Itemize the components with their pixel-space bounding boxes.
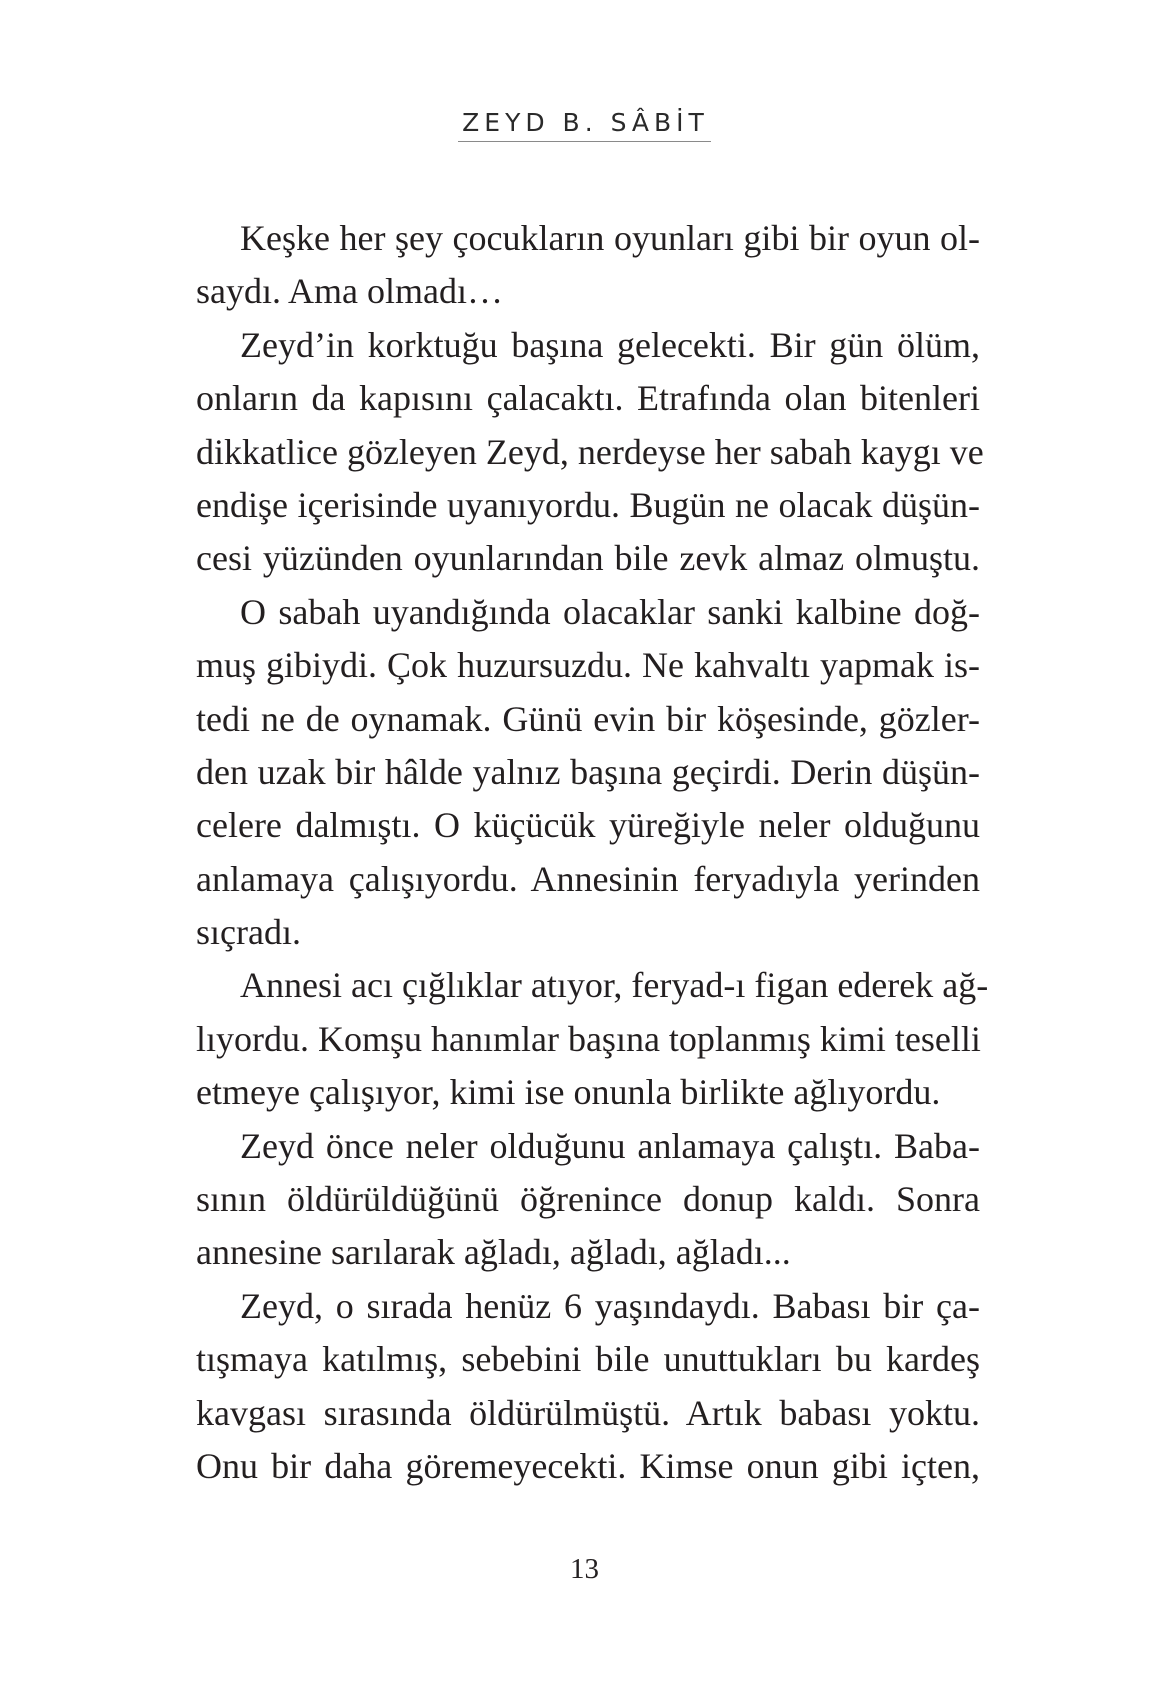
text-line: anlamaya çalışıyordu. Annesinin feryadıyla yerinden — [196, 858, 980, 899]
text-line: Zeyd, o sırada henüz 6 yaşındaydı. Babası bir ça- — [240, 1285, 980, 1326]
paragraph — [196, 959, 989, 1119]
text-line: dikkatlice gözleyen Zeyd, nerdeyse her sabah kaygı ve — [196, 431, 984, 472]
text-line: lıyordu. Komşu hanımlar başına toplanmış kimi teselli — [196, 1018, 981, 1059]
paragraph — [196, 212, 980, 319]
text-line: Annesi acı çığlıklar atıyor, feryad-ı figan ederek ağ- — [240, 965, 989, 1006]
paragraph — [196, 319, 984, 586]
text-line: tedi ne de oynamak. Günü evin bir köşesinde, gözler- — [196, 698, 980, 739]
text-line: Onu bir daha göremeyecekti. Kimse onun gibi içten, — [196, 1445, 980, 1486]
text-line: endişe içerisinde uyanıyordu. Bugün ne olacak düşün- — [196, 484, 980, 525]
text-line: tışmaya katılmış, sebebini bile unuttukları bu kardeş — [196, 1339, 980, 1380]
page-number: 13 — [570, 1553, 599, 1585]
running-header — [0, 108, 1169, 142]
text-line: Zeyd önce neler olduğunu anlamaya çalıştı. Baba- — [240, 1125, 980, 1166]
text-line: den uzak bir hâlde yalnız başına geçirdi. Derin düşün- — [196, 751, 980, 792]
text-line: annesine sarılarak ağladı, ağladı, ağladı... — [196, 1232, 791, 1273]
text-line: O sabah uyandığında olacaklar sanki kalbine doğ- — [240, 591, 980, 632]
text-line: saydı. Ama olmadı… — [196, 271, 503, 312]
text-line: sının öldürüldüğünü öğrenince donup kaldı. Sonra — [196, 1179, 980, 1220]
paragraph — [196, 1120, 980, 1280]
text-line: onların da kapısını çalacaktı. Etrafında olan bitenleri — [196, 378, 980, 419]
text-line: muş gibiydi. Çok huzursuzdu. Ne kahvaltı yapmak is- — [196, 645, 980, 686]
text-line: Keşke her şey çocukların oyunları gibi bir oyun ol- — [240, 218, 980, 258]
paragraph — [196, 1280, 980, 1494]
text-line: kavgası sırasında öldürülmüştü. Artık babası yoktu. — [196, 1392, 980, 1433]
text-line: Zeyd’in korktuğu başına gelecekti. Bir gün ölüm, — [240, 324, 980, 365]
text-line: etmeye çalışıyor, kimi ise onunla birlikte ağlıyordu. — [196, 1072, 941, 1113]
text-line: celere dalmıştı. O küçücük yüreğiyle neler olduğunu — [196, 805, 980, 846]
text-line: cesi yüzünden oyunlarından bile zevk almaz olmuştu. — [196, 538, 980, 579]
body-text — [196, 212, 989, 1493]
paragraph — [196, 586, 980, 960]
header-title: ZEYD B. SÂBİT — [458, 108, 711, 142]
text-line: sıçradı. — [196, 912, 301, 953]
